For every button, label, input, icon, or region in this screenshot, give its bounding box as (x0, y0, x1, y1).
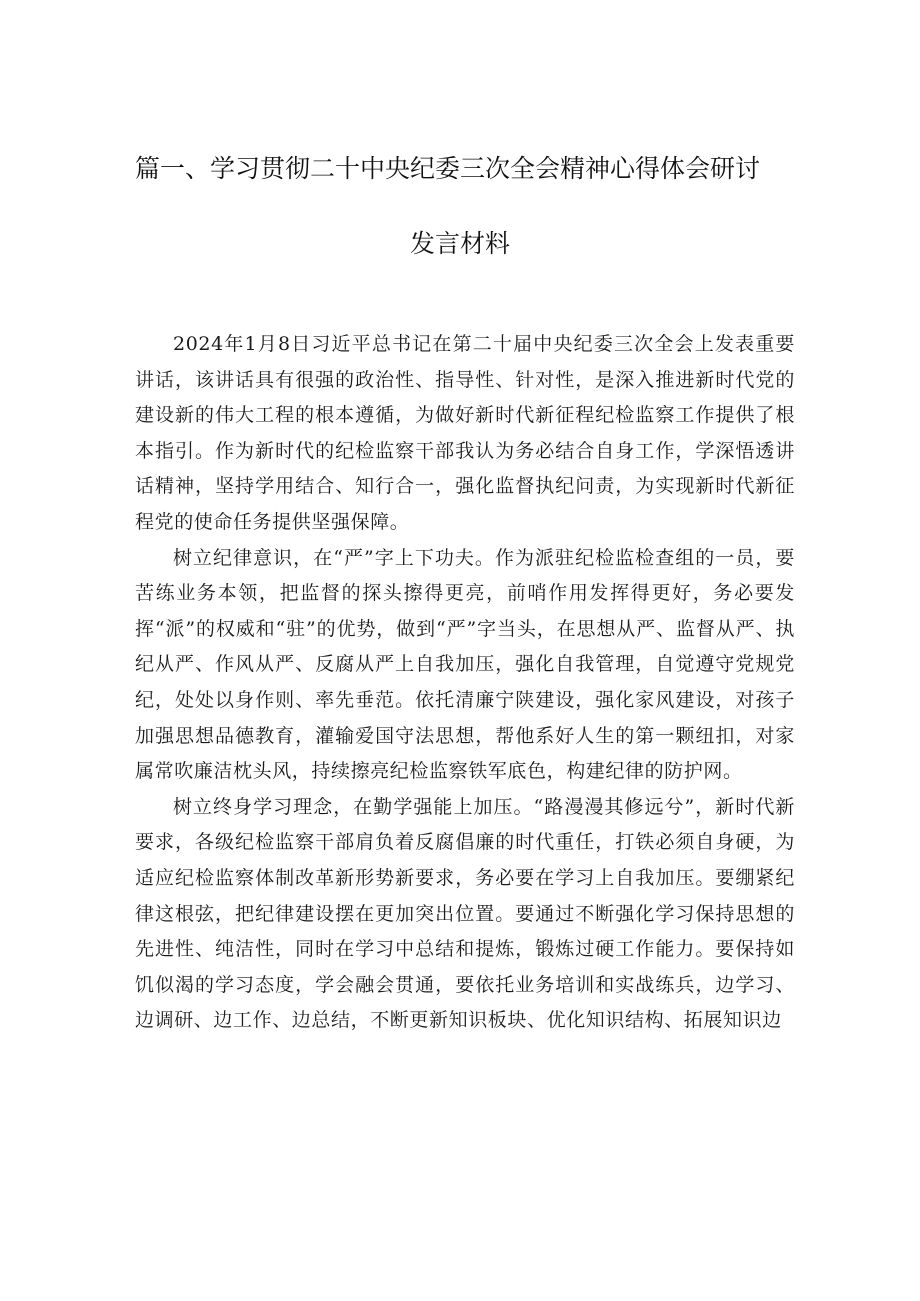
document-title-continued: 发言材料 (409, 229, 510, 258)
paragraph-discipline: 树立纪律意识，在“严”字上下功夫。作为派驻纪检监检查组的一员，要苦练业务本领，把监督的探头擦得更亮，前哨作用发挥得更好，务必要发挥“派”的权威和“驻”的优势，做到“严”字当头，在思想从严、监督从严、执纪从严、作风从严、反腐从严上自我加压，强化自我管理，自觉遵守党规党纪，处处以身作则、率先垂范。依托清廉宁陕建设，强化家风建设，对孩子加强思想品德教育，灌输爱国守法思想，帮他系好人生的第一颗纽扣，对家属常吹廉洁枕头风，持续擦亮纪检监察铁军底色，构建纪律的防护网。 (135, 546, 795, 783)
document-body (135, 327, 795, 1039)
paragraph-learning: 树立终身学习理念，在勤学强能上加压。“路漫漫其修远兮”，新时代新要求，各级纪检监察干部肩负着反腐倡廉的时代重任，打铁必须自身硬，为适应纪检监察体制改革新形势新要求，务必要在学习上自我加压。要绷紧纪律这根弦，把纪律建设摆在更加突出位置。要通过不断强化学习保持思想的先进性、纯洁性，同时在学习中总结和提炼，锻炼过硬工作能力。要保持如饥似渴的学习态度，学会融会贯通，要依托业务培训和实战练兵，边学习、边调研、边工作、边总结，不断更新知识板块、优化知识结构、拓展知识边 (135, 795, 795, 1032)
document-title: 篇一、学习贯彻二十中央纪委三次全会精神心得体会研讨 (135, 154, 761, 183)
paragraph-intro: 2024年1月8日习近平总书记在第二十届中央纪委三次全会上发表重要讲话，该讲话具有很强的政治性、指导性、针对性，是深入推进新时代党的建设新的伟大工程的根本遵循，为做好新时代新征程纪检监察工作提供了根本指引。作为新时代的纪检监察干部我认为务必结合自身工作，学深悟透讲话精神，坚持学用结合、知行合一，强化监督执纪问责，为实现新时代新征程党的使命任务提供坚强保障。 (135, 333, 795, 533)
